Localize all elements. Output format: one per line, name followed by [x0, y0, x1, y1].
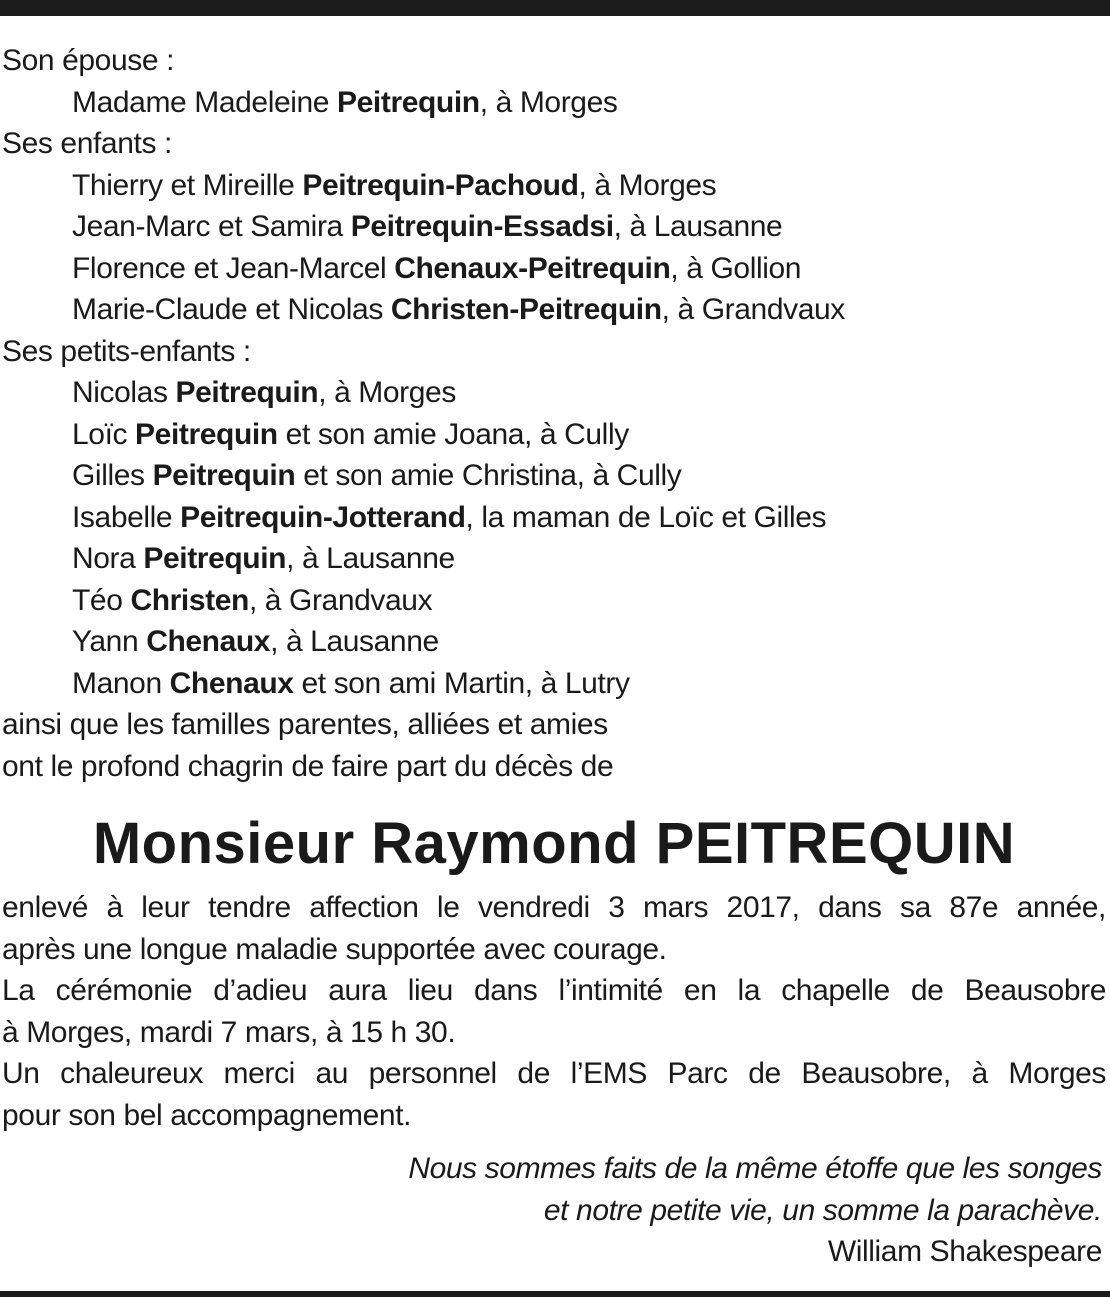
- entry-post: , la maman de Loïc et Gilles: [465, 500, 827, 534]
- bottom-rule: [0, 1291, 1110, 1297]
- entry-pre: Loïc: [72, 417, 136, 451]
- grandchild-entry: [2, 538, 1106, 580]
- entry-post: , à Lausanne: [286, 542, 455, 575]
- deceased-name: Monsieur Raymond PEITREQUIN: [92, 811, 1016, 876]
- details-line: après une longue maladie supportée avec courage.: [2, 932, 667, 966]
- entry-pre: Marie-Claude et Nicolas: [72, 293, 391, 326]
- entry-post: et son amie Joana, à Cully: [277, 417, 629, 451]
- child-entry: [2, 165, 1106, 207]
- top-rule: [0, 0, 1110, 16]
- grandchildren-heading: Ses petits-enfants :: [2, 334, 251, 368]
- grandchild-entry: [2, 580, 1106, 622]
- quote-line: et notre petite vie, un somme la parachève.: [543, 1193, 1102, 1227]
- entry-pre: Yann: [72, 625, 147, 658]
- grandchild-entry: [2, 414, 1106, 456]
- entry-post: , à Grandvaux: [661, 293, 845, 326]
- entry-pre: Téo: [72, 583, 131, 617]
- grandchild-entry: [2, 455, 1106, 497]
- families-line: ainsi que les familles parentes, alliées et amies: [2, 708, 608, 741]
- details-line: à Morges, mardi 7 mars, à 15 h 30.: [2, 1015, 456, 1049]
- details-block: [2, 887, 1106, 1136]
- entry-pre: Isabelle: [72, 500, 181, 534]
- entry-post: , à Lausanne: [270, 625, 439, 658]
- details-line: La cérémonie d’adieu aura lieu dans l’intimité en la chapelle de Beausobre: [2, 974, 1106, 1007]
- family-name: Christen: [130, 583, 249, 617]
- details-line: enlevé à leur tendre affection le vendredi 3 mars 2017, dans sa 87e année,: [2, 891, 1106, 924]
- child-entry: [2, 289, 1106, 331]
- entry-post: et son ami Martin, à Lutry: [293, 666, 630, 700]
- entry-pre: Jean-Marc et Samira: [72, 210, 351, 243]
- grandchild-entry: [2, 372, 1106, 414]
- quote-line: Nous sommes faits de la même étoffe que les songes: [408, 1152, 1102, 1185]
- family-name: Peitrequin: [143, 542, 287, 575]
- family-name: Christen-Peitrequin: [390, 293, 662, 326]
- entry-pre: Gilles: [72, 459, 153, 492]
- quote-block: [2, 1148, 1106, 1273]
- family-name: Peitrequin: [152, 459, 296, 492]
- child-entry: [2, 206, 1106, 248]
- family-name: Peitrequin-Jotterand: [180, 500, 466, 534]
- entry-post: et son amie Christina, à Cully: [295, 459, 682, 492]
- family-name: Chenaux-Peitrequin: [394, 251, 671, 285]
- family-name: Peitrequin: [175, 376, 319, 409]
- details-line: pour son bel accompagnement.: [2, 1098, 412, 1132]
- children-heading: Ses enfants :: [2, 127, 172, 160]
- details-line: Un chaleureux merci au personnel de l’EMS Parc de Beausobre, à Morges: [2, 1057, 1106, 1090]
- family-name: Peitrequin-Pachoud: [302, 168, 579, 202]
- grandchild-entry: [2, 497, 1106, 539]
- entry-post: , à Gollion: [670, 251, 802, 285]
- entry-pre: Florence et Jean-Marcel: [72, 251, 395, 285]
- family-name: Chenaux: [169, 666, 294, 700]
- grandchild-entry: [2, 663, 1106, 705]
- entry-pre: Nora: [72, 542, 144, 575]
- entry-pre: Manon: [72, 666, 170, 700]
- announcement-line: ont le profond chagrin de faire part du décès de: [2, 749, 614, 783]
- quote-author: William Shakespeare: [827, 1235, 1102, 1268]
- entry-post: , à Lausanne: [613, 210, 783, 243]
- spouse-entry: [2, 82, 1106, 124]
- grandchild-entry: [2, 621, 1106, 663]
- entry-pre: Thierry et Mireille: [72, 168, 303, 202]
- spouse-heading: Son épouse :: [2, 44, 175, 77]
- obituary-notice: [2, 40, 1106, 1273]
- entry-post: , à Grandvaux: [248, 583, 433, 617]
- entry-pre: Nicolas: [72, 376, 176, 409]
- family-name: Peitrequin-Essadsi: [350, 210, 614, 243]
- child-entry: [2, 248, 1106, 290]
- entry-post: , à Morges: [479, 85, 618, 119]
- family-name: Peitrequin: [135, 417, 278, 451]
- family-name: Chenaux: [146, 625, 271, 658]
- entry-post: , à Morges: [578, 168, 717, 202]
- entry-pre: Madame Madeleine: [72, 85, 338, 119]
- entry-post: , à Morges: [318, 376, 456, 409]
- family-name: Peitrequin: [337, 85, 480, 119]
